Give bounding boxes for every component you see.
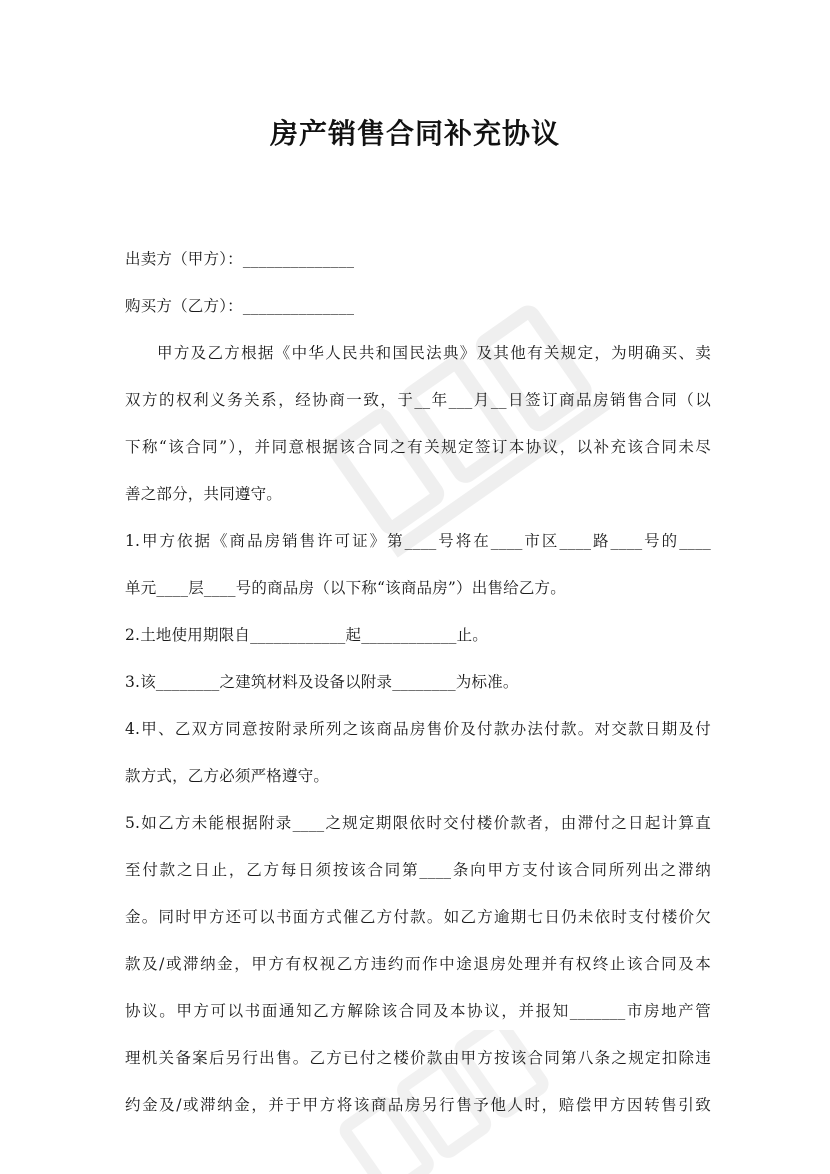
preamble-line: 下称“该合同”），并同意根据该合同之有关规定签订本协议，以补充该合同未尽 bbox=[125, 438, 711, 456]
document-title: 房产销售合同补充协议 bbox=[269, 117, 560, 150]
clause-5-line: 5.如乙方未能根据附录____之规定期限依时交付楼价款者，由滞付之日起计算直 bbox=[125, 814, 711, 832]
clause-3-line: 3.该________之建筑材料及设备以附录________为标准。 bbox=[125, 673, 519, 691]
clause-5-line: 约金及/或滞纳金，并于甲方将该商品房另行售予他人时，赔偿甲方因转售引致 bbox=[125, 1096, 711, 1114]
clause-4-line: 4.甲、乙双方同意按附录所列之该商品房售价及付款办法付款。对交款日期及付 bbox=[125, 720, 711, 738]
clause-5-line: 理机关备案后另行出售。乙方已付之楼价款由甲方按该合同第八条之规定扣除违 bbox=[125, 1049, 711, 1067]
clause-5-line: 金。同时甲方还可以书面方式催乙方付款。如乙方逾期七日仍未依时支付楼价欠 bbox=[125, 908, 711, 926]
clause-5-line: 款及/或滞纳金，甲方有权视乙方违约而作中途退房处理并有权终止该合同及本 bbox=[125, 955, 711, 973]
clause-5-line: 至付款之日止，乙方每日须按该合同第____条向甲方支付该合同所列出之滞纳 bbox=[125, 861, 711, 879]
clause-2-line: 2.土地使用期限自____________起____________止。 bbox=[125, 626, 488, 644]
preamble-line: 双方的权利义务关系，经协商一致，于__年___月__日签订商品房销售合同（以 bbox=[125, 391, 711, 409]
buyer-line: 购买方（乙方）：______________ bbox=[125, 297, 355, 315]
seller-line: 出卖方（甲方）：______________ bbox=[125, 250, 355, 268]
clause-1-line: 1.甲方依据《商品房销售许可证》第____号将在____市区____路____号的____ bbox=[125, 532, 711, 550]
clause-1-line: 单元____层____号的商品房（以下称“该商品房”）出售给乙方。 bbox=[125, 579, 566, 597]
document-body bbox=[125, 242, 711, 1122]
preamble-line: 善之部分，共同遵守。 bbox=[125, 485, 283, 503]
preamble-line: 甲方及乙方根据《中华人民共和国民法典》及其他有关规定，为明确买、卖 bbox=[157, 344, 711, 362]
clause-5-line: 协议。甲方可以书面通知乙方解除该合同及本协议，并报知_______市房地产管 bbox=[125, 1002, 711, 1020]
clause-4-line: 款方式，乙方必须严格遵守。 bbox=[125, 767, 330, 785]
